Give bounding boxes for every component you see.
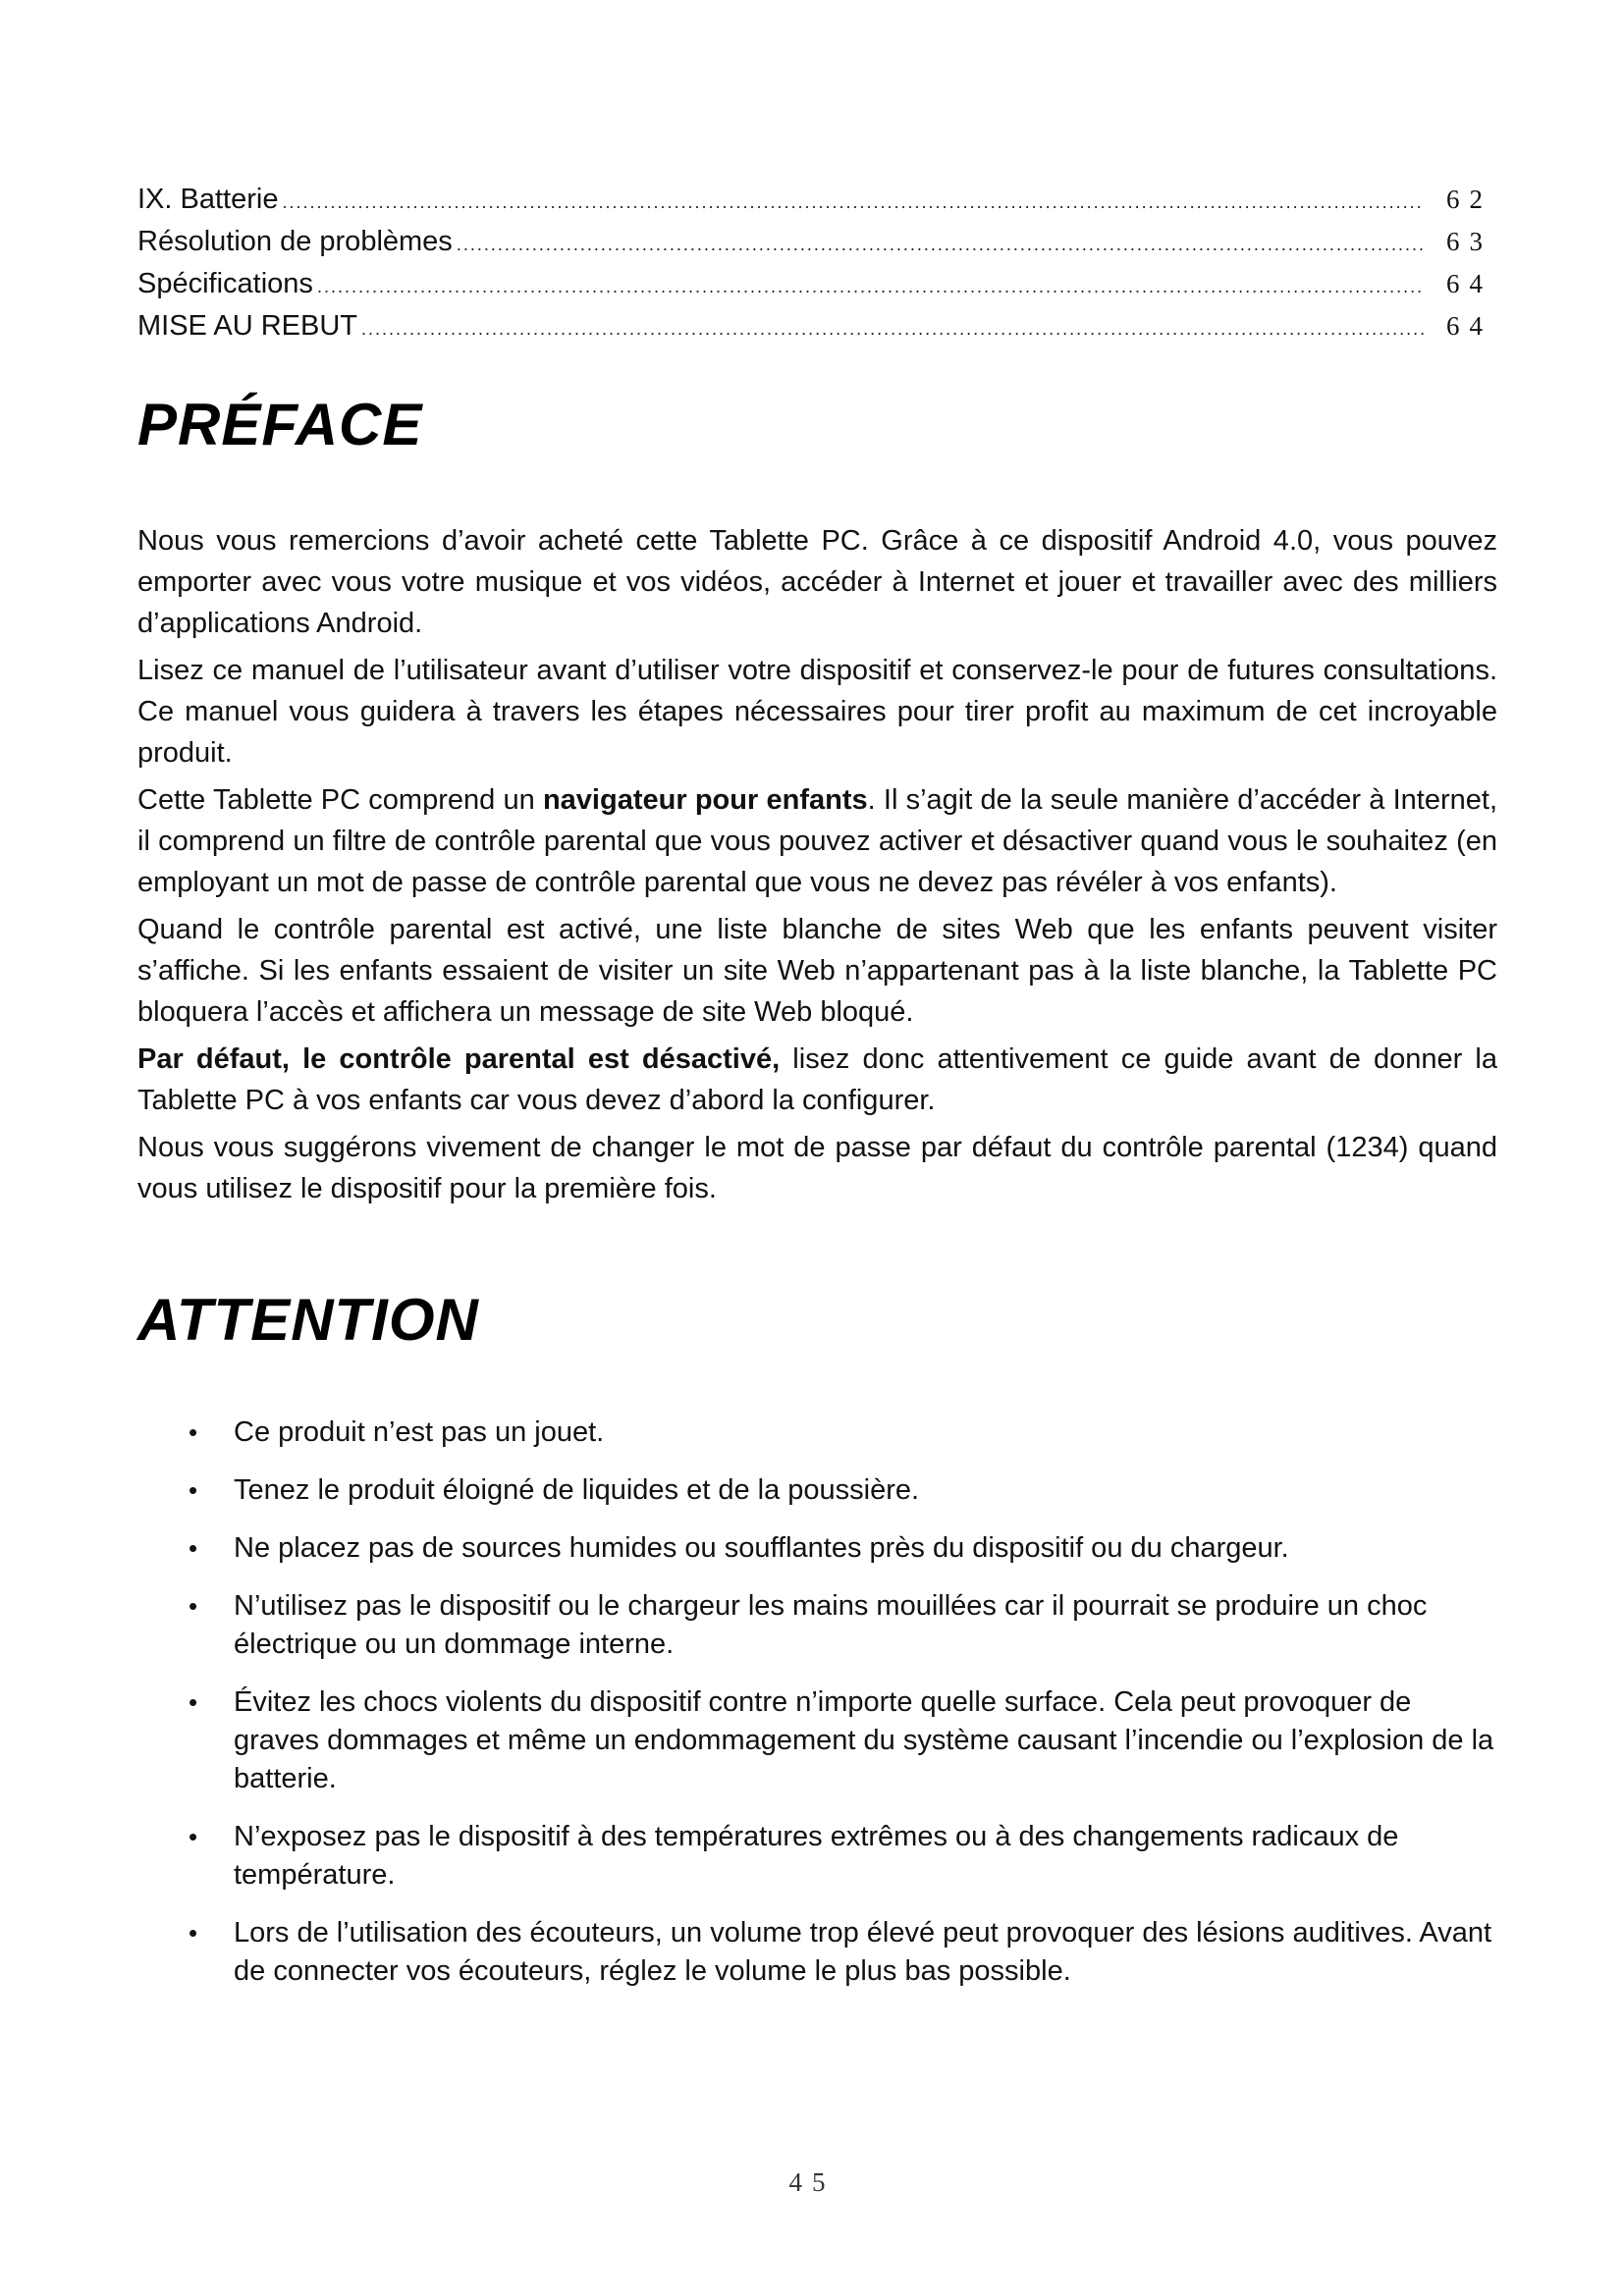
list-item xyxy=(137,1529,1497,1568)
list-item xyxy=(137,1818,1497,1895)
toc-leader-dots xyxy=(361,308,1424,350)
attention-heading: ATTENTION xyxy=(137,1287,479,1353)
preface-paragraph: Nous vous suggérons vivement de changer le mot de passe par défaut du contrôle parental (1234) quand vous utilisez le dispositif pour la première fois. xyxy=(137,1132,1497,1204)
preface-body xyxy=(137,520,1497,1215)
list-item-text: Évitez les chocs violents du dispositif contre n’importe quelle surface. Cela peut provoquer de graves dommages et même un endommagement du système causant l’incendie ou l’explosion de la batterie. xyxy=(234,1686,1494,1794)
list-item xyxy=(137,1914,1497,1991)
toc-entry-page: 62 xyxy=(1446,185,1492,214)
preface-paragraph xyxy=(137,1039,1497,1121)
preface-paragraph: Quand le contrôle parental est activé, une liste blanche de sites Web que les enfants peuvent visiter s’affiche. Si les enfants essaient de visiter un site Web n’appartenant pas à la liste blanche, la Tablette PC bloquera l’accès et affichera un message de site Web bloqué. xyxy=(137,914,1497,1028)
list-item xyxy=(137,1683,1497,1798)
list-item xyxy=(137,1587,1497,1664)
bullet-icon: • xyxy=(189,1417,198,1447)
bullet-icon: • xyxy=(189,1475,198,1505)
list-item xyxy=(137,1471,1497,1510)
toc-leader-dots xyxy=(457,224,1424,266)
toc-entry-label: Spécifications xyxy=(137,268,313,299)
preface-paragraph xyxy=(137,779,1497,903)
toc-leader-dots xyxy=(282,182,1424,224)
bullet-icon: • xyxy=(189,1687,198,1717)
toc-entry xyxy=(137,179,1492,221)
bullet-icon: • xyxy=(189,1591,198,1621)
page-number: 45 xyxy=(788,2167,836,2197)
paragraph-text: . Il s’agit de la seule manière d’accéder à Internet, il comprend un filtre de contrôle parental que vous pouvez activer et désactiver quand vous le souhaitez (en employant un mot de passe de contrôle parental que vous ne devez pas révéler à vos enfants). xyxy=(137,784,1498,898)
toc-entry-label: IX. Batterie xyxy=(137,184,279,215)
toc-entry-page: 64 xyxy=(1446,311,1492,341)
bullet-icon: • xyxy=(189,1533,198,1563)
list-item-text: Tenez le produit éloigné de liquides et de la poussière. xyxy=(234,1474,920,1506)
preface-paragraph: Nous vous remercions d’avoir acheté cette Tablette PC. Grâce à ce dispositif Android 4.0, vous pouvez emporter avec vous votre musique et vos vidéos, accéder à Internet et jouer et travailler avec des milliers d’applications Android. xyxy=(137,525,1497,639)
preface-heading: PRÉFACE xyxy=(137,392,423,457)
list-item-text: Ce produit n’est pas un jouet. xyxy=(234,1416,605,1448)
attention-list xyxy=(137,1414,1497,2010)
list-item-text: Lors de l’utilisation des écouteurs, un volume trop élevé peut provoquer des lésions auditives. Avant de connecter vos écouteurs, réglez le volume le plus bas possible. xyxy=(234,1917,1492,1987)
paragraph-text: Cette Tablette PC comprend un xyxy=(137,784,543,816)
paragraph-text: lisez donc attentivement ce guide avant de donner la Tablette PC à vos enfants car vous devez d’abord la configurer. xyxy=(137,1043,1497,1116)
bold-text: Par défaut, le contrôle parental est désactivé, xyxy=(137,1043,781,1075)
list-item-text: N’exposez pas le dispositif à des températures extrêmes ou à des changements radicaux de température. xyxy=(234,1821,1399,1891)
table-of-contents xyxy=(137,179,1492,347)
bullet-icon: • xyxy=(189,1822,198,1851)
toc-entry xyxy=(137,221,1492,263)
toc-entry-label: Résolution de problèmes xyxy=(137,226,453,257)
preface-paragraph: Lisez ce manuel de l’utilisateur avant d’utiliser votre dispositif et conservez-le pour de futures consultations. Ce manuel vous guidera à travers les étapes nécessaires pour tirer profit au maximum de cet incroyable produit. xyxy=(137,655,1497,769)
list-item-text: N’utilisez pas le dispositif ou le chargeur les mains mouillées car il pourrait se produire un choc électrique ou un dommage interne. xyxy=(234,1590,1428,1660)
toc-entry-page: 63 xyxy=(1446,227,1492,256)
bullet-icon: • xyxy=(189,1918,198,1948)
bold-text: navigateur pour enfants xyxy=(542,784,868,816)
toc-entry xyxy=(137,305,1492,347)
toc-leader-dots xyxy=(317,266,1424,308)
toc-entry-label: MISE AU REBUT xyxy=(137,310,357,342)
list-item xyxy=(137,1414,1497,1452)
toc-entry xyxy=(137,263,1492,305)
list-item-text: Ne placez pas de sources humides ou soufflantes près du dispositif ou du chargeur. xyxy=(234,1532,1289,1564)
toc-entry-page: 64 xyxy=(1446,269,1492,298)
